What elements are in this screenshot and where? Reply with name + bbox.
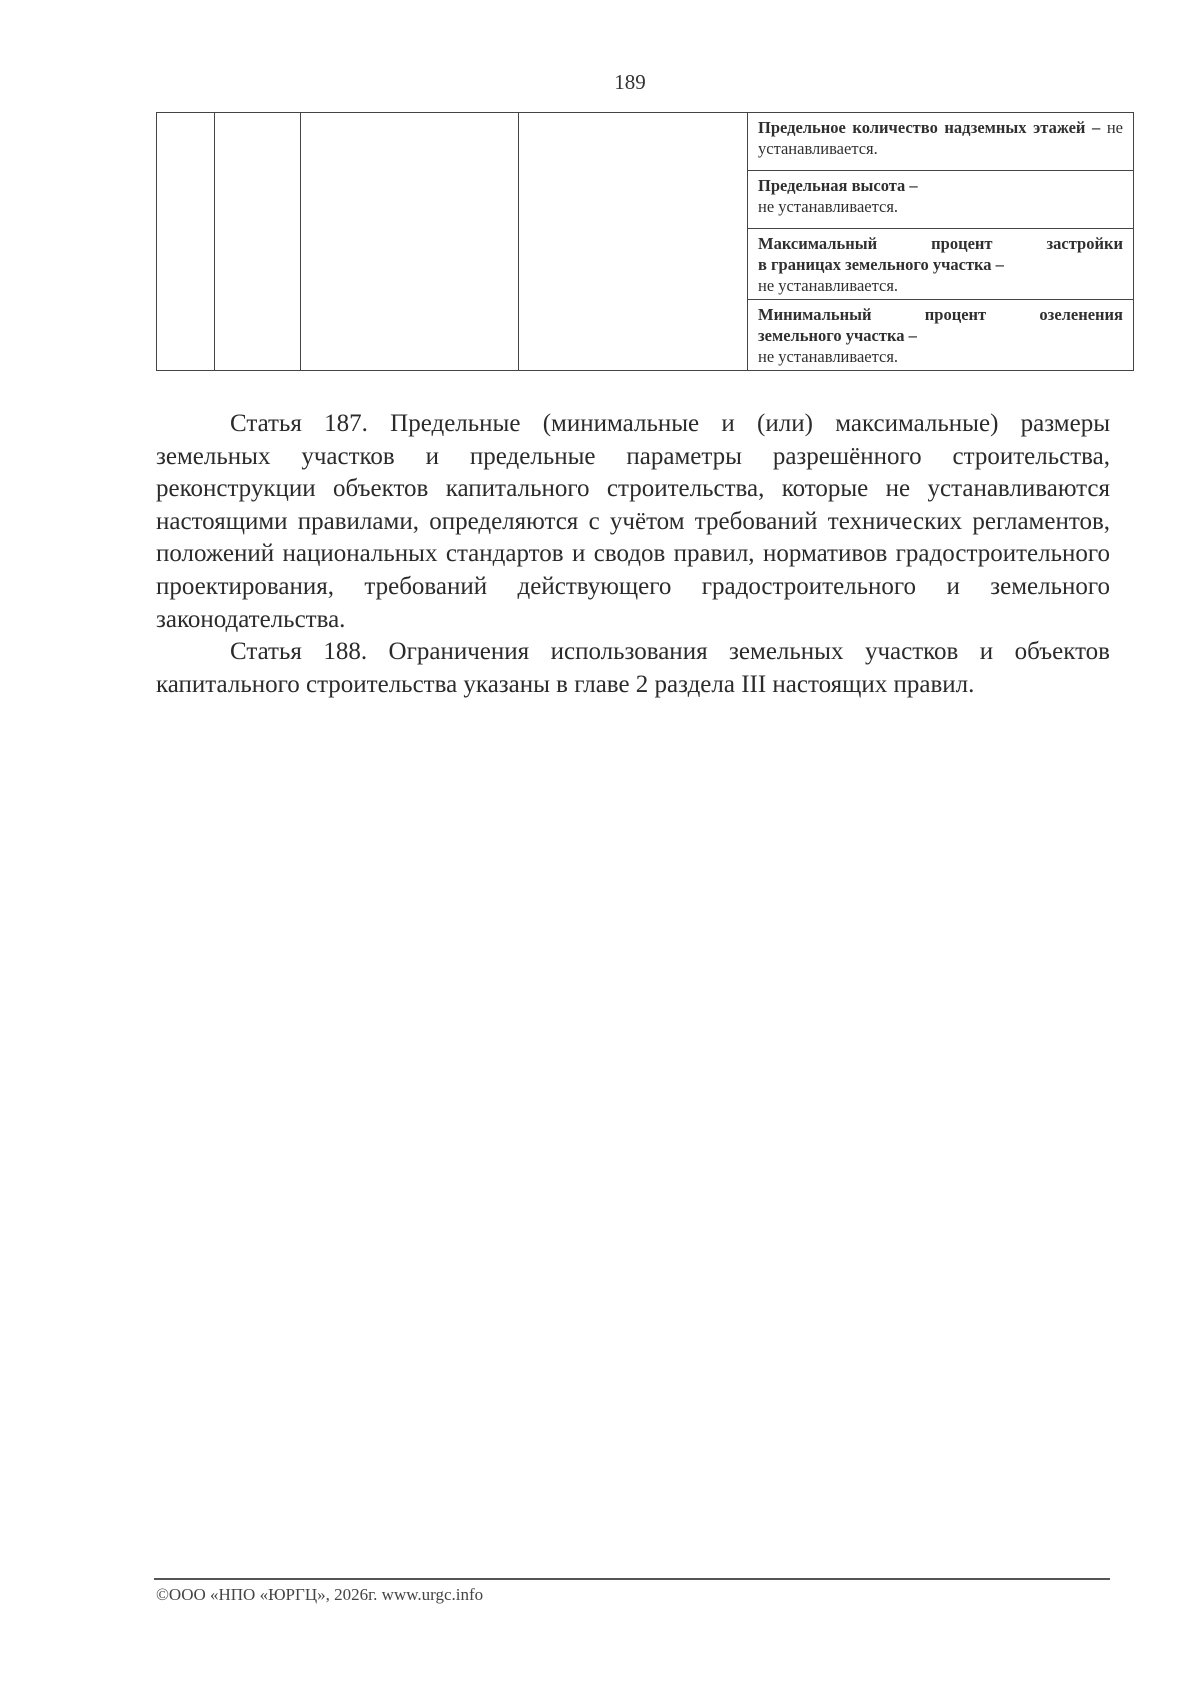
footer-copyright: ©ООО «НПО «ЮРГЦ», 2026г. www.urgc.info — [156, 1585, 484, 1604]
param-coverage-value: не устанавливается. — [758, 276, 899, 295]
table-cell-empty-1 — [157, 113, 215, 371]
param-coverage-cell — [748, 229, 1134, 300]
article-188-paragraph: Статья 188. Ограничения использования земельных участков и объектов капитального строительства указаны в главе 2 раздела III настоящих правил. — [156, 638, 1110, 698]
param-floors-value: не устанавливается. — [758, 118, 1123, 158]
param-greenery-cell — [748, 300, 1134, 371]
param-greenery-label-line1: Минимальный процент озеленения — [758, 305, 1123, 324]
table-cell-empty-4 — [519, 113, 748, 371]
param-height-value: не устанавливается. — [758, 197, 899, 216]
table-cell-empty-3 — [301, 113, 519, 371]
param-height-cell — [748, 171, 1134, 229]
document-body — [156, 408, 1110, 701]
parameters-table — [156, 112, 1134, 371]
param-coverage-label-line1: Максимальный процент застройки — [758, 234, 1123, 253]
article-187-paragraph: Статья 187. Предельные (минимальные и (или) максимальные) размеры земельных участков и предельные параметры разрешённого строительства, реконструкции объектов капитального строительства, которые не устанавливаются настоящими правилами, определяются с учётом требований технических регламентов, положений национальных стандартов и сводов правил, нормативов градостроительного проектирования, требований действующего градостроительного и земельного законодательства. — [156, 410, 1110, 633]
param-height-label: Предельная высота – — [758, 176, 918, 195]
table-row — [157, 113, 1134, 171]
param-floors-cell — [748, 113, 1134, 171]
table-cell-empty-2 — [215, 113, 301, 371]
param-floors-label: Предельное количество надземных этажей – — [758, 118, 1101, 137]
page-number: 189 — [614, 70, 646, 94]
param-greenery-value: не устанавливается. — [758, 347, 899, 366]
param-coverage-label-line2: в границах земельного участка – — [758, 255, 1004, 274]
footer-divider — [154, 1578, 1110, 1580]
param-greenery-label-line2: земельного участка – — [758, 326, 917, 345]
